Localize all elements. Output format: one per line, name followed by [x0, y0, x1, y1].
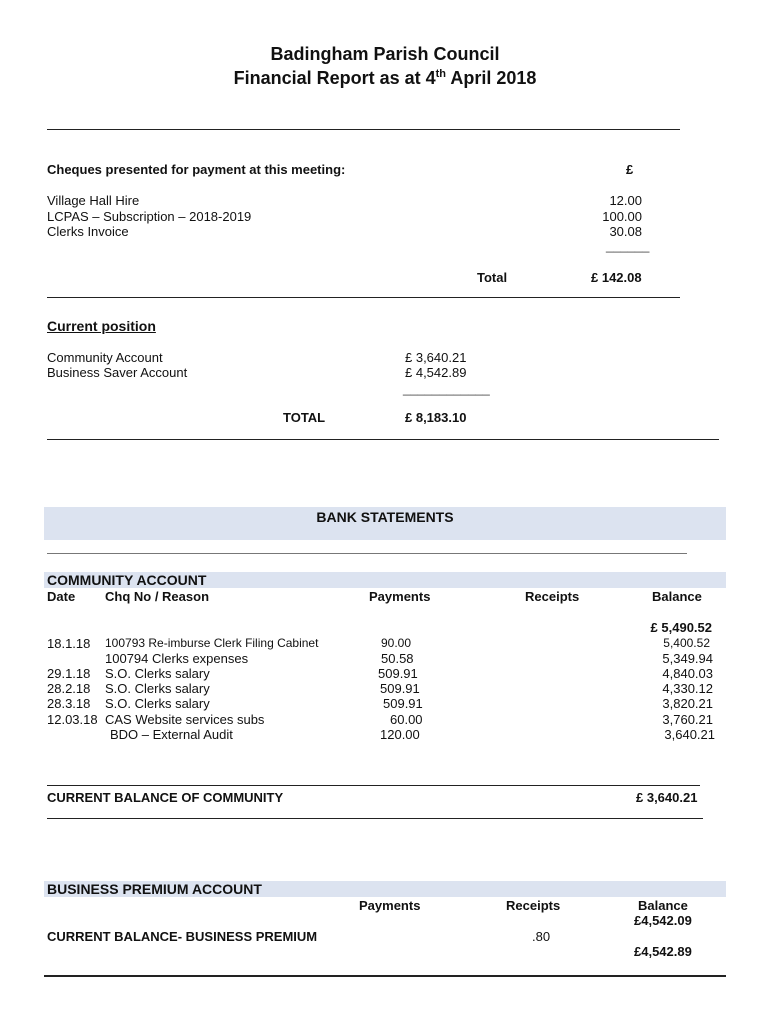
- col-receipts: Receipts: [525, 589, 580, 604]
- col-payments: Payments: [359, 898, 421, 913]
- business-current-label: CURRENT BALANCE- BUSINESS PREMIUM: [47, 929, 318, 944]
- report-title: Badingham Parish Council: [270, 44, 500, 64]
- row-payment: 509.91: [378, 666, 418, 681]
- community-current-label: CURRENT BALANCE OF COMMUNITY: [47, 790, 284, 805]
- row-reason: CAS Website services subs: [105, 712, 265, 727]
- community-current-value: £ 3,640.21: [636, 790, 698, 805]
- cheques-heading: Cheques presented for payment at this meeting:: [47, 162, 346, 177]
- bank-statements-heading: BANK STATEMENTS: [316, 509, 454, 525]
- cheque-item-amount: 12.00: [609, 193, 642, 208]
- row-date: 28.2.18: [47, 681, 91, 696]
- row-balance: 4,840.03: [662, 666, 713, 681]
- account-label: Community Account: [47, 350, 163, 365]
- position-underline: ____________: [403, 381, 490, 396]
- row-reason: S.O. Clerks salary: [105, 666, 210, 681]
- row-balance: 5,400.52: [663, 636, 710, 650]
- row-payment: 509.91: [383, 696, 423, 711]
- row-payment: 90.00: [381, 636, 412, 650]
- row-payment: 509.91: [380, 681, 420, 696]
- divider: [47, 553, 687, 554]
- row-balance: 5,349.94: [662, 651, 713, 666]
- row-payment: 120.00: [380, 727, 420, 742]
- business-heading: BUSINESS PREMIUM ACCOUNT: [47, 881, 262, 897]
- business-receipt: .80: [532, 929, 551, 944]
- col-date: Date: [47, 589, 76, 604]
- row-date: 29.1.18: [47, 666, 91, 681]
- bottom-rule: [44, 975, 726, 977]
- row-balance: 3,760.21: [662, 712, 713, 727]
- row-date: 28.3.18: [47, 696, 91, 711]
- col-payments: Payments: [369, 589, 431, 604]
- col-receipts: Receipts: [506, 898, 561, 913]
- row-reason: BDO – External Audit: [110, 727, 233, 742]
- row-balance: 3,640.21: [664, 727, 715, 742]
- opening-balance: £ 5,490.52: [650, 620, 712, 635]
- account-value: £ 3,640.21: [405, 350, 467, 365]
- current-position-heading: Current position: [47, 318, 156, 334]
- col-balance: Balance: [638, 898, 688, 913]
- business-opening-balance: £4,542.09: [634, 913, 692, 928]
- row-date: 12.03.18: [47, 712, 98, 727]
- business-current-value: £4,542.89: [634, 944, 692, 959]
- divider: [47, 129, 680, 130]
- col-chq-reason: Chq No / Reason: [105, 589, 210, 604]
- row-reason: S.O. Clerks salary: [105, 696, 210, 711]
- currency-symbol: £: [626, 162, 634, 177]
- cheque-item-label: Clerks Invoice: [47, 224, 129, 239]
- cheque-item-label: LCPAS – Subscription – 2018-2019: [47, 209, 252, 224]
- cheque-item-amount: 30.08: [609, 224, 642, 239]
- row-balance: 4,330.12: [662, 681, 713, 696]
- account-label: Business Saver Account: [47, 365, 188, 380]
- community-heading: COMMUNITY ACCOUNT: [47, 572, 207, 588]
- cheque-item-amount: 100.00: [602, 209, 642, 224]
- cheque-underline: ______: [606, 238, 650, 253]
- cheque-item-label: Village Hall Hire: [47, 193, 140, 208]
- account-value: £ 4,542.89: [405, 365, 467, 380]
- row-reason: 100793 Re-imburse Clerk Filing Cabinet: [105, 636, 319, 650]
- divider: [47, 785, 700, 786]
- divider: [47, 439, 719, 440]
- col-balance: Balance: [652, 589, 702, 604]
- row-balance: 3,820.21: [662, 696, 713, 711]
- row-payment: 50.58: [381, 651, 414, 666]
- row-reason: S.O. Clerks salary: [105, 681, 210, 696]
- position-total-value: £ 8,183.10: [405, 410, 467, 425]
- row-reason: 100794 Clerks expenses: [105, 651, 249, 666]
- row-date: 18.1.18: [47, 636, 91, 651]
- report-subtitle: Financial Report as at 4th April 2018: [233, 68, 537, 88]
- divider: [47, 818, 703, 819]
- divider: [47, 297, 680, 298]
- cheques-total-label: Total: [477, 270, 508, 285]
- position-total-label: TOTAL: [283, 410, 326, 425]
- cheques-total-value: £ 142.08: [591, 270, 642, 285]
- row-payment: 60.00: [390, 712, 423, 727]
